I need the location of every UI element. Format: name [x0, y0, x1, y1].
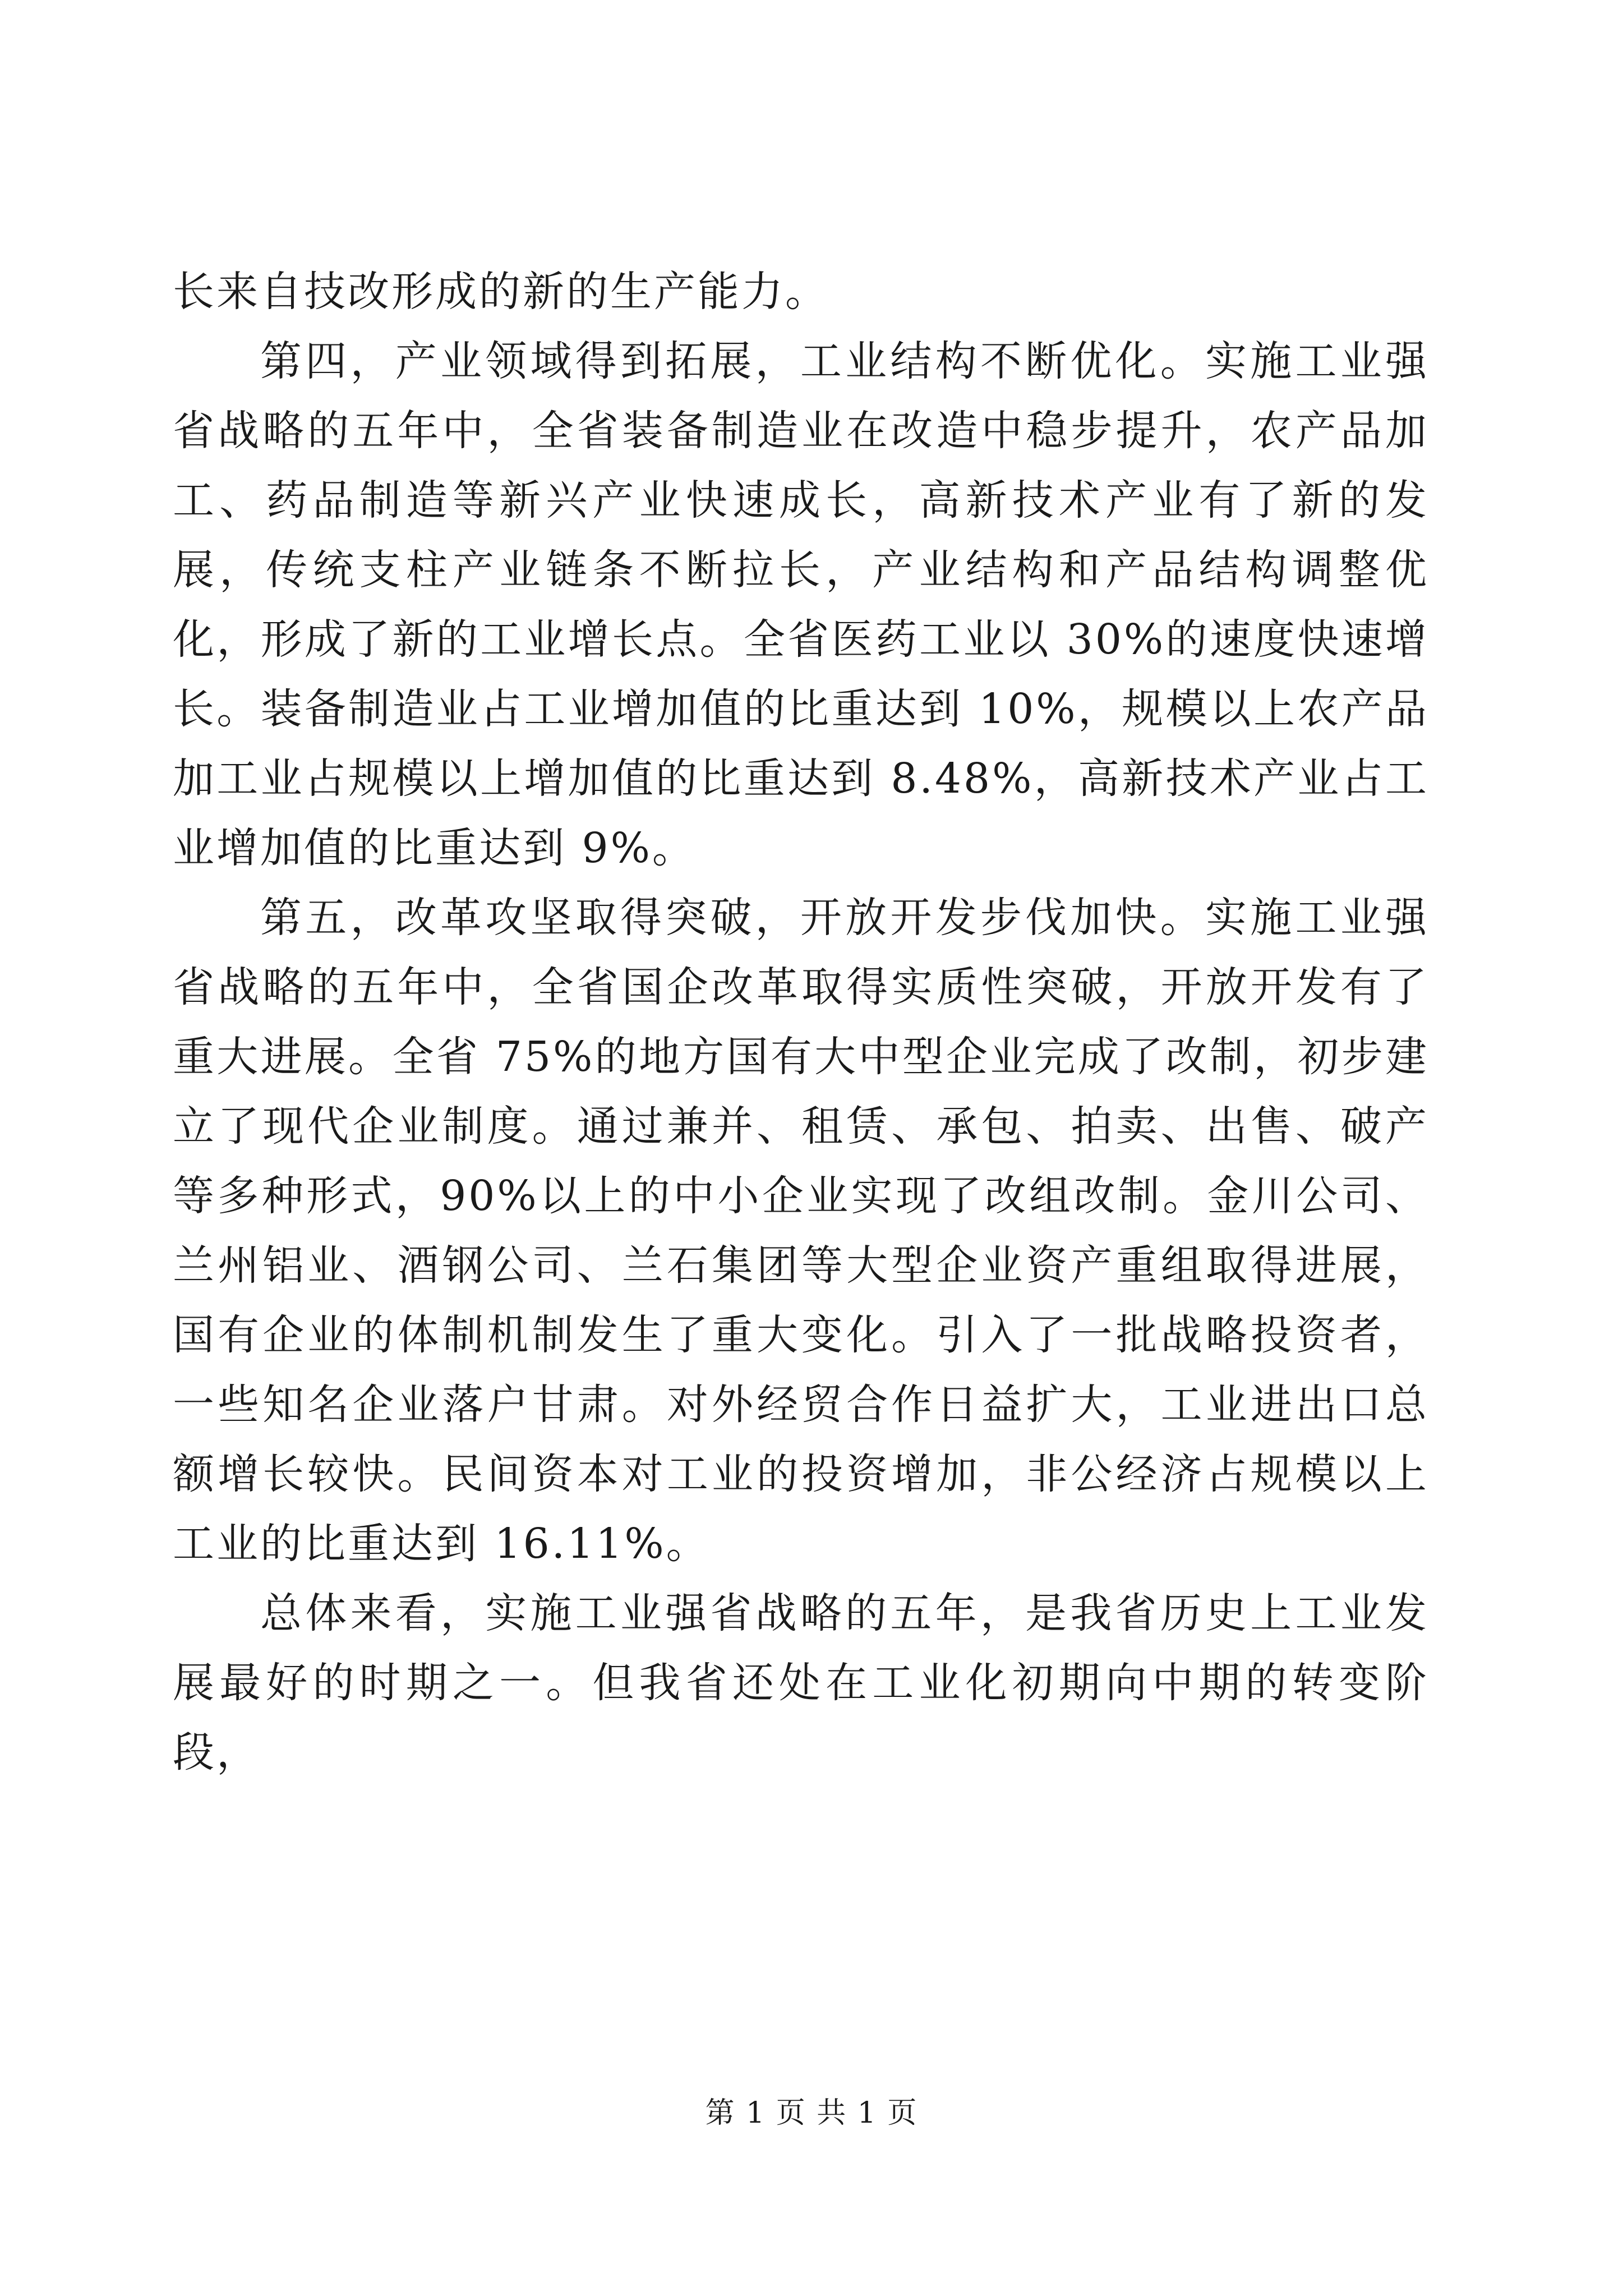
document-body — [173, 257, 1429, 1787]
paragraph-summary: 总体来看，实施工业强省战略的五年，是我省历史上工业发展最好的时期之一。但我省还处在工业化初期向中期的转变阶段， — [173, 1589, 1429, 1777]
page-footer: 第 1 页 共 1 页 — [705, 2096, 918, 2130]
paragraph-continuation: 长来自技改形成的新的生产能力。 — [173, 268, 829, 316]
paragraph-fifth-point: 第五，改革攻坚取得突破，开放开发步伐加快。实施工业强省战略的五年中，全省国企改革取得实质性突破，开放开发有了重大进展。全省 75%的地方国有大中型企业完成了改制，初步建立了现代企业制度。通过兼并、租赁、承包、拍卖、出售、破产等多种形式，90%以上的中小企业实现了改组改制。金川公司、兰州铝业、酒钢公司、兰石集团等大型企业资产重组取得进展，国有企业的体制机制发生了重大变化。引入了一批战略投资者，一些知名企业落户甘肃。对外经贸合作日益扩大，工业进出口总额增长较快。民间资本对工业的投资增加，非公经济占规模以上工业的比重达到 16.11%。 — [173, 894, 1429, 1568]
paragraph-fourth-point: 第四，产业领域得到拓展，工业结构不断优化。实施工业强省战略的五年中，全省装备制造业在改造中稳步提升，农产品加工、药品制造等新兴产业快速成长，高新技术产业有了新的发展，传统支柱产业链条不断拉长，产业结构和产品结构调整优化，形成了新的工业增长点。全省医药工业以 30%的速度快速增长。装备制造业占工业增加值的比重达到 10%，规模以上农产品加工业占规模以上增加值的比重达到 8.48%，高新技术产业占工业增加值的比重达到 9%。 — [173, 337, 1429, 872]
